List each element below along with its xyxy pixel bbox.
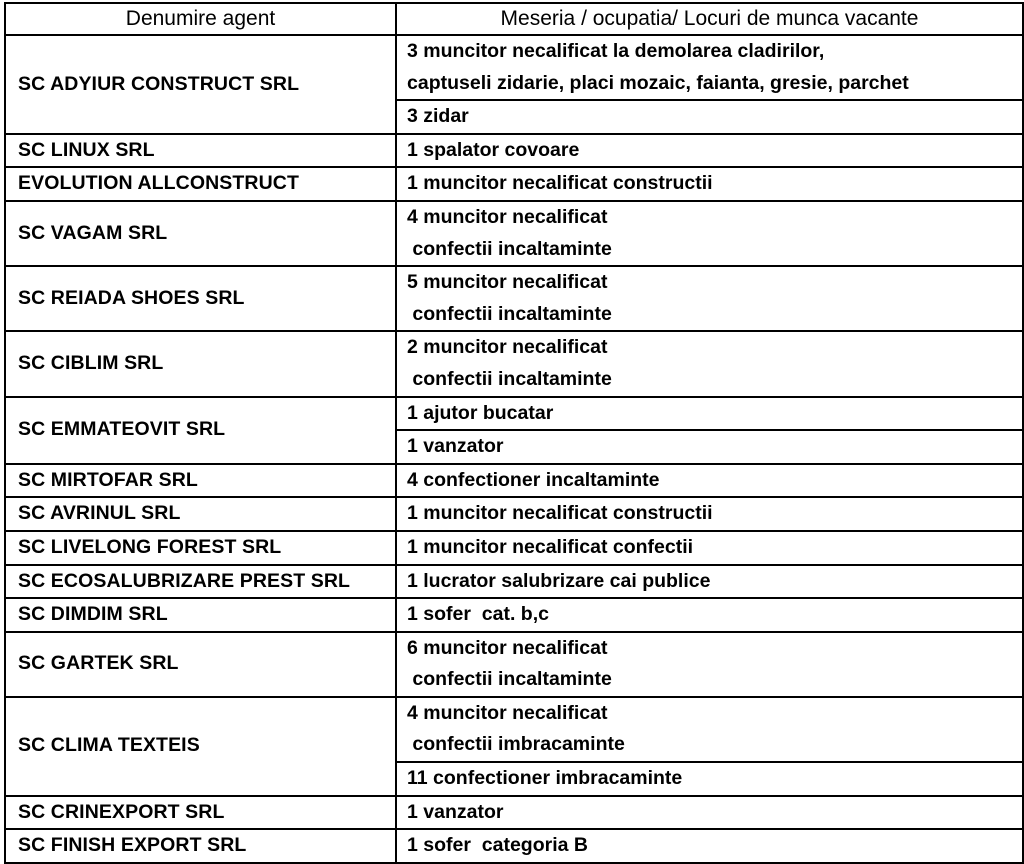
job-cell: 1 muncitor necalificat confectii (396, 531, 1023, 565)
job-cell: 1 muncitor necalificat constructii (396, 497, 1023, 531)
agent-cell: SC ADYIUR CONSTRUCT SRL (5, 35, 396, 134)
agent-cell: SC AVRINUL SRL (5, 497, 396, 531)
job-cell: 4 muncitor necalificat confectii imbracaminte (396, 697, 1023, 762)
agent-cell: SC CIBLIM SRL (5, 331, 396, 396)
vacancy-table (4, 2, 1024, 864)
job-cell: 1 ajutor bucatar (396, 397, 1023, 431)
table-row (5, 397, 1023, 431)
job-cell: 6 muncitor necalificat confectii incaltaminte (396, 632, 1023, 697)
table-row (5, 266, 1023, 331)
table-row (5, 632, 1023, 697)
header-agent: Denumire agent (5, 3, 396, 35)
job-cell: 1 lucrator salubrizare cai publice (396, 565, 1023, 599)
table-row (5, 134, 1023, 168)
agent-cell: SC CRINEXPORT SRL (5, 796, 396, 830)
job-cell: 3 muncitor necalificat la demolarea cladirilor, captuseli zidarie, placi mozaic, faianta, gresie, parchet (396, 35, 1023, 100)
agent-cell: SC GARTEK SRL (5, 632, 396, 697)
header-jobs: Meseria / ocupatia/ Locuri de munca vacante (396, 3, 1023, 35)
job-cell: 2 muncitor necalificat confectii incaltaminte (396, 331, 1023, 396)
table-row (5, 331, 1023, 396)
agent-cell: SC DIMDIM SRL (5, 598, 396, 632)
table-row (5, 167, 1023, 201)
job-cell: 3 zidar (396, 100, 1023, 134)
table-row (5, 35, 1023, 100)
job-cell: 1 sofer categoria B (396, 829, 1023, 863)
agent-cell: SC MIRTOFAR SRL (5, 464, 396, 498)
job-cell: 4 muncitor necalificat confectii incaltaminte (396, 201, 1023, 266)
agent-cell: SC REIADA SHOES SRL (5, 266, 396, 331)
table-row (5, 697, 1023, 762)
agent-cell: SC CLIMA TEXTEIS (5, 697, 396, 796)
table-row (5, 531, 1023, 565)
job-cell: 1 vanzator (396, 430, 1023, 464)
table-row (5, 796, 1023, 830)
agent-cell: SC LINUX SRL (5, 134, 396, 168)
header-row (5, 3, 1023, 35)
table-row (5, 464, 1023, 498)
agent-cell: SC FINISH EXPORT SRL (5, 829, 396, 863)
agent-cell: SC LIVELONG FOREST SRL (5, 531, 396, 565)
agent-cell: SC ECOSALUBRIZARE PREST SRL (5, 565, 396, 599)
agent-cell: SC VAGAM SRL (5, 201, 396, 266)
table-row (5, 598, 1023, 632)
job-cell: 4 confectioner incaltaminte (396, 464, 1023, 498)
table-body (5, 35, 1023, 863)
agent-cell: SC EMMATEOVIT SRL (5, 397, 396, 464)
table-row (5, 497, 1023, 531)
job-cell: 5 muncitor necalificat confectii incaltaminte (396, 266, 1023, 331)
table-row (5, 565, 1023, 599)
table-row (5, 201, 1023, 266)
job-cell: 11 confectioner imbracaminte (396, 762, 1023, 796)
job-cell: 1 muncitor necalificat constructii (396, 167, 1023, 201)
job-cell: 1 vanzator (396, 796, 1023, 830)
job-cell: 1 spalator covoare (396, 134, 1023, 168)
job-cell: 1 sofer cat. b,c (396, 598, 1023, 632)
table-row (5, 829, 1023, 863)
agent-cell: EVOLUTION ALLCONSTRUCT (5, 167, 396, 201)
